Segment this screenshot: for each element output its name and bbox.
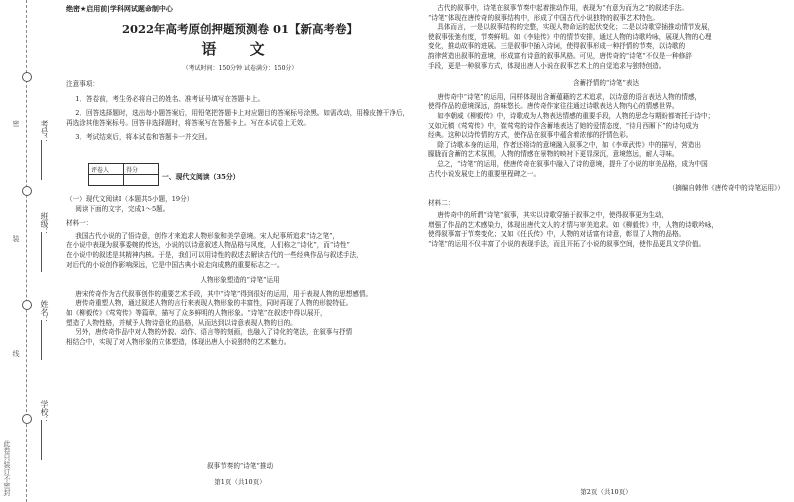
label-school: 学校：: [40, 400, 49, 424]
secret-banner: 绝密★启用前|学科网试题命制中心: [66, 5, 173, 13]
passage-line: 塑造了人物性格，并赋予人物诗意化的品格，从而达到以诗意表现人物的目的。: [66, 318, 297, 327]
notes: [66, 80, 414, 143]
material-label: 材料二：: [428, 198, 455, 207]
label-name: 姓名：: [40, 300, 49, 324]
label-class: 班级：: [40, 212, 49, 236]
left-column: [66, 0, 414, 502]
passage-line: 具体而言，一是以叙事结构的完整，实现人物命运的起伏变化；二是以诗歌穿插推动情节发展，: [437, 23, 715, 32]
reading-passage: [428, 4, 784, 250]
right-column: [428, 0, 784, 502]
passage-line: 在小说中的叙述是其精神内核。于是，我们可以用诗性的叙述去解读古代的一些经典作品与叙述手法，: [66, 250, 363, 259]
score-header-score: 得分: [124, 164, 159, 175]
score-cell: [124, 175, 159, 186]
exam-title: 2022年高考原创押题预测卷 01【新高考卷】: [121, 22, 358, 36]
seal-word: 装: [12, 235, 20, 242]
fill-line: [41, 420, 42, 460]
passage-subheading: 叙事节奏的“诗笔”推动: [206, 462, 274, 470]
passage-line: 古代的叙事中，诗笔在叙事节奏中起着推动作用，表现为“有意为而为之”的叙述手法。: [437, 4, 688, 12]
section-heading: 一、现代文阅读（35分）: [162, 173, 240, 181]
passage-line: 相结合中，实现了对人物形象的立体塑造，体现出唐人小说独特的艺术魅力。: [66, 337, 291, 346]
passage-line: 又如元稹《莺莺传》中，崔莺莺的诗作含蓄地表达了她的爱情态度，“待月西厢下”的诗句成为: [428, 121, 699, 130]
passage-line: 唐传奇重塑人物，通过叙述人物的言行来表现人物形象的丰富性，同时再现了人物的形貌特征。: [75, 299, 353, 308]
passage-line: 手段，更是一种叙事方式，体现出唐人小说在叙事艺术上的自觉追求与独特创造。: [428, 61, 666, 70]
note-item: 2．回答选择题时，选出每小题答案后，用铅笔把答题卡上对应题目的答案标号涂黑。如需改动，用橡皮擦干净后，再选涂其他答案标号。回答非选择题时，将答案写在答题卡上。写在本试卷上无效。: [66, 109, 410, 127]
passage-line: 唐宋传奇作为古代叙事创作的重要艺术手段，其中“诗笔”得到很好的运用，用于表现人物的思想感情。: [75, 289, 373, 298]
passage-line: 对后代的小说创作影响深远，它是中国古典小说走向成熟的重要标志之一。: [66, 260, 284, 269]
label-exam-no: 考号：: [40, 120, 49, 144]
fill-line: [41, 140, 42, 180]
subject-title: 语 文: [201, 40, 279, 58]
binding-hole: [22, 414, 32, 424]
passage-line: 增强了作品的艺术感染力，体现出唐代文人的才情与审美追求。如《柳毅传》中，人物的诗歌吟咏，: [428, 220, 719, 229]
reading-passage: [66, 195, 414, 347]
seal-word: 线: [12, 350, 20, 357]
passage-line: 变化，推动故事的进展。三是叙事中插入诗词，使得叙事形成一种抒情的节奏，以诗歌的: [428, 42, 686, 51]
passage-line: 另外，唐传奇作品中对人物的外貌、动作、语言等的刻画，也融入了诗化的笔法，在叙事与抒情: [75, 328, 353, 337]
passage-line: 如李朝威《柳毅传》中，诗歌成为人物表达情感的重要手段，人物的思念与期盼都寄托于诗中；: [437, 111, 715, 120]
binding-hole: [22, 300, 32, 310]
passage-line: 经典。这种以诗传情的方式，使作品在叙事中蕴含着浓郁的抒情色彩。: [428, 131, 633, 140]
score-cell: [89, 175, 124, 186]
question-group: （一）现代文阅读Ⅰ（本题共5小题，19分）: [66, 195, 194, 203]
fill-line: [41, 232, 42, 272]
passage-line: 韵律营造出叙事的意境，形成富有诗意的叙事风格。可见，唐传奇的“诗笔”不仅是一种修辞: [428, 51, 692, 60]
passage-line: 朦胧而含蓄的艺术氛围，人物的情感在景物的映衬下更显深沉，意境悠远，耐人寻味。: [428, 150, 679, 159]
passage-line: 在小说中表现为叙事委婉的传达，小说的以诗意叙述人物品格与风度，人们称之“诗化”，而“诗性”: [66, 241, 350, 250]
note-item: 1．答卷前，考生务必将自己的姓名、准考证号填写在答题卡上。: [75, 94, 265, 103]
question-instruction: 阅读下面的文字，完成1～5题。: [75, 204, 170, 213]
passage-line: 使得作品的意境深远，韵味悠长。唐传奇作家往往通过诗歌表达人物内心的情感世界。: [428, 102, 679, 111]
binding-hole: [22, 72, 32, 82]
passage-line: 我国古代小说的了悟诗意，创作才来追求人物形象和美学意境。宋人纪事所追求“诗之笔”，: [75, 231, 340, 240]
material-label: 材料一：: [66, 219, 93, 228]
score-table: [88, 163, 159, 186]
passage-line: 除了诗歌本身的运用，作者还将诗的意境融入叙事之中，如《李章武传》中的描写，营造出: [437, 140, 701, 149]
passage-source: （摘编自韩伟《唐传奇中的诗笔运用》）: [668, 184, 784, 193]
note-item: 3．考试结束后，将本试卷和答题卡一并交回。: [75, 133, 212, 142]
seal-word: 密: [12, 120, 20, 127]
passage-line: 使得叙事富于节奏变化；又如《任氏传》中，人物的对话富有诗意，彰显了人物的品格。: [428, 230, 686, 239]
score-header-grader: 评卷人: [89, 164, 124, 175]
page-footer: 第2页（共10页）: [580, 488, 632, 496]
fill-line: [41, 320, 42, 360]
page-footer: 第1页（共10页）: [214, 478, 266, 486]
passage-line: 总之，“诗笔”的运用，使唐传奇在叙事中融入了诗的意境，提升了小说的审美品格，成为中国: [437, 159, 708, 168]
passage-line: “诗笔”的运用不仅丰富了小说的表现手法，而且开拓了小说的叙事空间，使作品更具文学价值。: [428, 240, 706, 249]
notes-heading: 注意事项：: [66, 80, 99, 88]
passage-line: “诗笔”体现在唐传奇的叙事结构中，形成了中国古代小说独特的叙事艺术特色。: [428, 13, 659, 22]
passage-subheading: 人物形象塑造的“诗笔”运用: [200, 276, 280, 285]
binding-margin: [0, 0, 58, 502]
passage-line: 古代小说发展史上的重要里程碑之一。: [428, 169, 541, 178]
passage-line: 唐传奇中“诗笔”的运用，同样体现出含蓄蕴藉的艺术追求，以诗意的语言表达人物的情感，: [437, 92, 702, 101]
passage-line: 使叙事张弛有度，节奏鲜明。如《李娃传》中的情节安排，通过人物的诗歌吟咏，展现人物的心理: [428, 32, 712, 41]
passage-line: 唐传奇中的所谓“诗笔”叙事，其实以诗歌穿插于叙事之中，使得叙事更为生动，: [437, 211, 669, 220]
passage-line: 如《柳毅传》《莺莺传》等篇章，描写了众多鲜明的人物形象。“诗笔”在叙述中得以展开，: [66, 308, 327, 317]
passage-subheading: 含蓄抒情的“诗笔”表达: [572, 79, 640, 88]
time-info: （考试时间：150分钟 试卷满分：150分）: [182, 65, 298, 72]
unsealed-note: 此卷只装订不密封: [3, 440, 11, 496]
binding-hole: [22, 186, 32, 196]
